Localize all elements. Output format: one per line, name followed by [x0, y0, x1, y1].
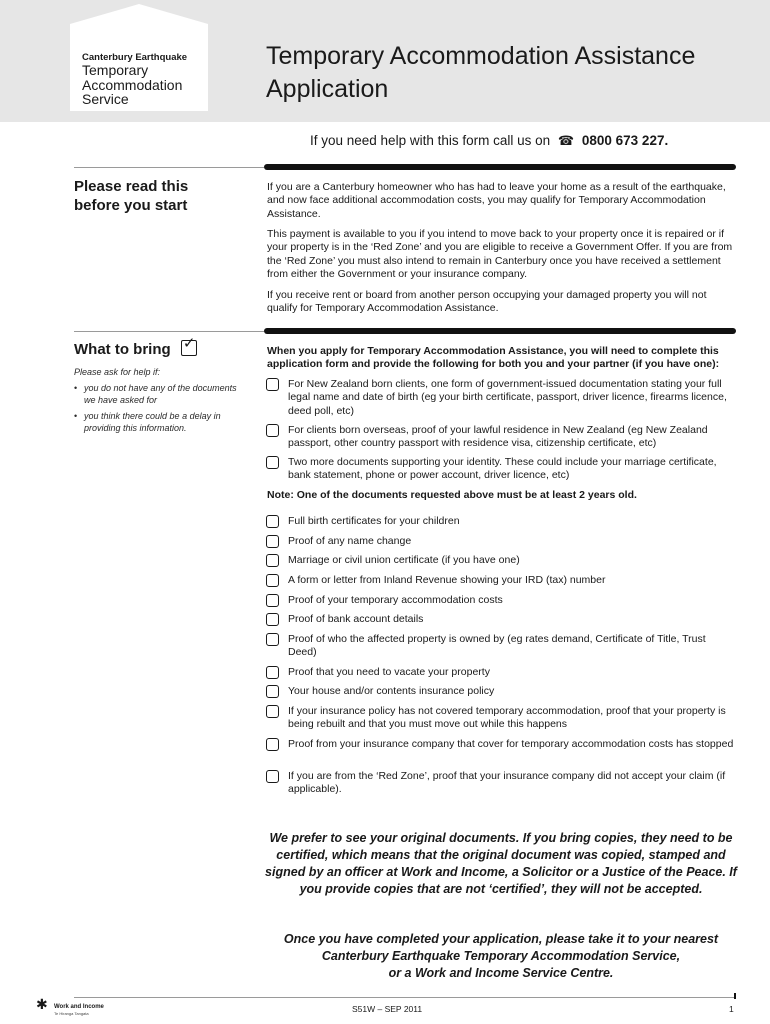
- phone-number: 0800 673 227.: [581, 133, 669, 148]
- read-heading-line-2: before you start: [74, 197, 188, 214]
- checklist-label: If you are from the ‘Red Zone’, proof that your insurance company did not accept your claim (if applicable).: [288, 770, 726, 796]
- checkbox[interactable]: [266, 738, 279, 751]
- checklist-label: Proof from your insurance company that cover for temporary accommodation costs has stopped: [288, 738, 734, 750]
- note-text: Note: One of the documents requested above must be at least 2 years old.: [267, 489, 637, 501]
- checkbox[interactable]: [266, 535, 279, 548]
- checkbox[interactable]: [266, 685, 279, 698]
- checkbox-tick-icon: [181, 335, 197, 356]
- help-intro: Please ask for help if:: [74, 367, 161, 377]
- checklist-item: [266, 574, 736, 587]
- title-line-1: Temporary Accommodation Assistance: [266, 42, 696, 70]
- submission-line: or a Work and Income Service Centre.: [388, 966, 614, 980]
- section-divider: [74, 331, 264, 332]
- footer-tick: [734, 993, 736, 999]
- logo-roof: [70, 4, 208, 24]
- read-heading-line-1: Please read this: [74, 178, 189, 195]
- checklist-item: [266, 685, 736, 698]
- footer-logo-sub: Te Hiranga Tangata: [54, 1011, 89, 1016]
- checklist-label: For New Zealand born clients, one form of government-issued documentation stating your full legal name and date of birth (eg your birth certificate, passport, driver licence, firearms licence, deed poll, etc): [288, 378, 727, 417]
- help-line: [310, 133, 668, 149]
- checkbox[interactable]: [266, 666, 279, 679]
- checkbox[interactable]: [266, 770, 279, 783]
- kowhaiwhai-icon: ✱: [36, 996, 48, 1012]
- form-code: S51W – SEP 2011: [352, 1004, 423, 1014]
- checklist-label: Proof of bank account details: [288, 613, 424, 625]
- help-point: • you do not have any of the documents we have asked for: [74, 382, 244, 406]
- section-divider: [74, 167, 264, 168]
- submission-line: Once you have completed your application, please take it to your nearest: [283, 932, 719, 946]
- checklist-item: [266, 738, 736, 751]
- logo-line: Accommodation: [82, 76, 183, 93]
- submission-line: Canterbury Earthquake Temporary Accommodation Service,: [321, 949, 681, 963]
- checkbox[interactable]: [266, 613, 279, 626]
- bring-intro: When you apply for Temporary Accommodation Assistance, you will need to complete this application form and provide the following for both you and your partner (if you have one):: [267, 345, 720, 371]
- tick-icon: ✓: [182, 335, 196, 352]
- checklist-item: [266, 554, 736, 567]
- checkbox[interactable]: [266, 633, 279, 646]
- checklist-label: Proof of any name change: [288, 535, 412, 547]
- read-paragraph: If you are a Canterbury homeowner who has had to leave your home as a result of the earthquake, and now face additional accommodation costs, you may qualify for Temporary Accommodation Assistance.: [267, 181, 726, 220]
- title-line-2: Application: [266, 75, 389, 103]
- checkbox[interactable]: [266, 554, 279, 567]
- checkbox[interactable]: [266, 705, 279, 718]
- logo-subtitle: Canterbury Earthquake: [82, 52, 188, 63]
- checkbox[interactable]: [266, 378, 279, 391]
- checklist-label: For clients born overseas, proof of your lawful residence in New Zealand (eg New Zealand passport, other country passport with residence visa, citizenship certificate, etc): [288, 424, 708, 450]
- checklist-label: Proof of your temporary accommodation costs: [288, 594, 503, 606]
- bring-heading: [74, 335, 197, 359]
- checklist-label: Two more documents supporting your identity. These could include your marriage certificate, bank statement, phone or power account, driver licence, etc): [288, 456, 717, 482]
- bring-heading-text: What to bring: [74, 341, 171, 358]
- checkbox[interactable]: [266, 456, 279, 469]
- read-heading: [74, 177, 188, 215]
- logo-line: Temporary: [82, 62, 149, 78]
- checklist-item: [266, 613, 736, 626]
- read-paragraph: This payment is available to you if you intend to move back to your property once it is repaired or if your property is in the ‘Red Zone’ and you are eligible to receive a Government Offer. If you are from the ‘Red Zone’ you must also intend to remain in Canterbury once you have received a settlement from either the Government or your insurance company.: [267, 228, 733, 281]
- checklist-label: Proof of who the affected property is owned by (eg rates demand, Certificate of Title, Trust Deed): [288, 633, 706, 659]
- checklist-label: If your insurance policy has not covered temporary accommodation, proof that your property is being rebuilt and that you must move out while this happens: [288, 705, 726, 731]
- read-paragraph: If you receive rent or board from another person occupying your damaged property you will not qualify for Temporary Accommodation Assistance.: [267, 289, 707, 315]
- checkbox[interactable]: [266, 424, 279, 437]
- logo-text: [82, 63, 182, 107]
- checklist-item: [266, 666, 736, 679]
- logo-line: Service: [82, 91, 129, 107]
- originals-notice: We prefer to see your original documents. If you bring copies, they need to be certified, which means that the original document was copied, stamped and signed by an officer at Work and Income, a Solicitor or a Justice of the Peace. If you provide copies that are not ‘certified’, they will not be accepted.: [265, 831, 737, 896]
- page-title: [266, 40, 695, 106]
- help-text: If you need help with this form call us on: [310, 133, 551, 148]
- checklist-item: [266, 378, 736, 418]
- checklist-item: [266, 515, 736, 528]
- checklist-label: Proof that you need to vacate your property: [288, 666, 490, 678]
- checkbox[interactable]: [266, 594, 279, 607]
- checklist-label: Marriage or civil union certificate (if you have one): [288, 554, 520, 566]
- checklist-label: Your house and/or contents insurance policy: [288, 685, 495, 697]
- footer-divider: [74, 997, 736, 998]
- checkbox[interactable]: [266, 574, 279, 587]
- help-point: • you think there could be a delay in providing this information.: [74, 410, 244, 434]
- page-number: 1: [729, 1004, 734, 1014]
- help-note: [74, 366, 244, 438]
- checklist-item: [266, 705, 736, 732]
- work-and-income-logo: [36, 997, 116, 1017]
- checklist-item: [266, 633, 736, 660]
- checklist-item: [266, 770, 736, 797]
- help-list: [74, 382, 244, 434]
- submission-notice: [262, 931, 740, 982]
- checklist-item: [266, 424, 736, 451]
- checklist-item: [266, 456, 736, 483]
- phone-icon: ☎: [557, 133, 575, 148]
- checklist-label: Full birth certificates for your children: [288, 515, 460, 527]
- checklist-item: [266, 535, 736, 548]
- checkbox[interactable]: [266, 515, 279, 528]
- section-divider-thick: [264, 164, 736, 170]
- checklist-item: [266, 594, 736, 607]
- section-divider-thick: [264, 328, 736, 334]
- checklist-label: A form or letter from Inland Revenue showing your IRD (tax) number: [288, 574, 606, 586]
- footer-logo-name: Work and Income: [54, 1004, 104, 1010]
